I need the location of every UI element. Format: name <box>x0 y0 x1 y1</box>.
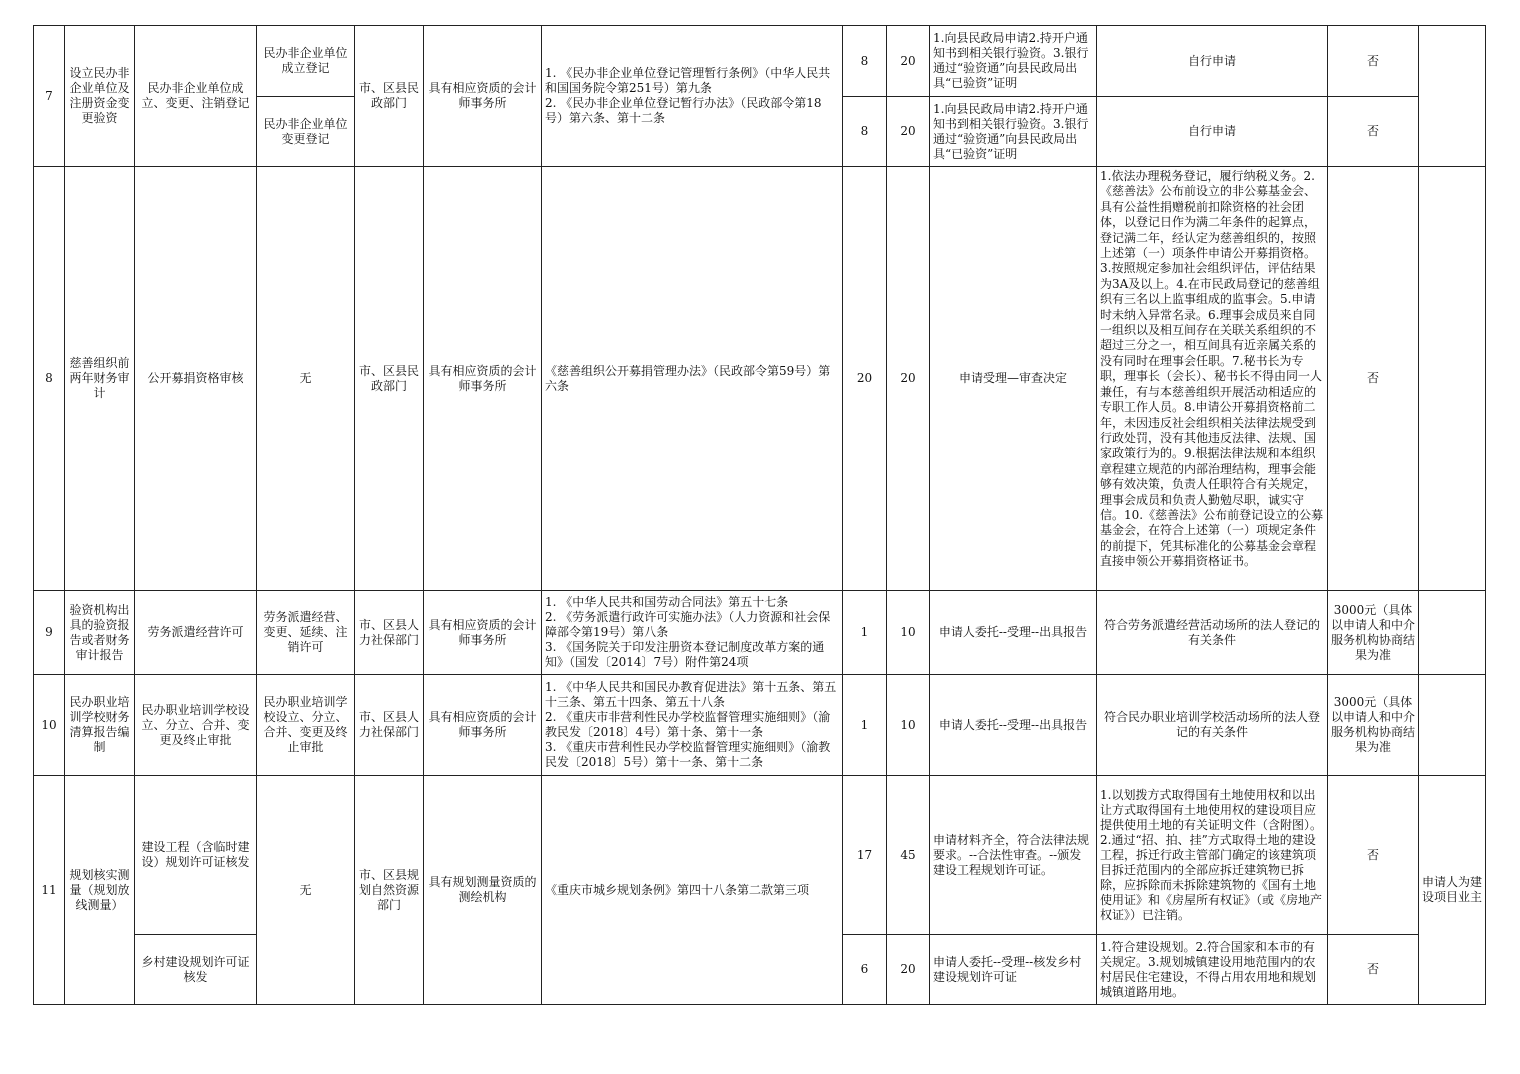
condition-text: 1.依法办理税务登记，履行纳税义务。2.《慈善法》公布前设立的非公募基金会、具有公益性捐赠税前扣除资格的社会团体，以登记日作为满二年条件的起算点，登记满二年，经认定为慈善组织的，按照上述第（一）项条件申请公开募捐资格。3.按照规定参加社会组织评估，评估结果为3A及以上。4.在市民政局登记的慈善组织有三名以上监事组成的监事会。5.申请时未纳入异常名录。6.理事会成员来自同一组织以及相互间存在关联关系组织的不超过三分之一，相互间具有近亲属关系的没有同时在理事会任职 <box>1100 169 1320 368</box>
legal-basis <box>542 675 843 776</box>
process: 申请材料齐全，符合法律法规要求。--合法性审查。--颁发建设工程规划许可证。 <box>930 776 1097 935</box>
fee: 否 <box>1328 26 1419 97</box>
time-limit-b: 45 <box>887 776 930 935</box>
note <box>1419 26 1486 167</box>
legal-basis: 《重庆市城乡规划条例》第四十八条第二款第三项 <box>542 776 843 1005</box>
condition: 自行申请 <box>1097 26 1328 97</box>
time-limit-a: 1 <box>843 591 887 675</box>
service-name: 验资机构出具的验资报告或者财务审计报告 <box>65 591 135 675</box>
time-limit-a: 20 <box>843 167 887 591</box>
time-limit-b: 20 <box>887 167 930 591</box>
approval-matter: 民办职业培训学校设立、分立、合并、变更及终止审批 <box>135 675 257 776</box>
time-limit-a: 6 <box>843 935 887 1005</box>
condition: 符合民办职业培训学校活动场所的法人登记的有关条件 <box>1097 675 1328 776</box>
time-limit-a: 8 <box>843 26 887 97</box>
time-limit-a: 8 <box>843 97 887 167</box>
note <box>1419 591 1486 675</box>
process: 1.向县民政局申请2.持开户通知书到相关银行验资。3.银行通过“验资通”向县民政局出具“已验资”证明 <box>930 26 1097 97</box>
note <box>1419 167 1486 591</box>
time-limit-a: 17 <box>843 776 887 935</box>
basis-line: 1. 《中华人民共和国民办教育促进法》第十五条、第五十三条、第五十四条、第五十八条 <box>545 680 837 709</box>
agency: 具有相应资质的会计师事务所 <box>424 167 542 591</box>
sub-matter: 无 <box>257 167 355 591</box>
basis-line: 2. 《劳务派遣行政许可实施办法》（人力资源和社会保障部令第19号）第八条 <box>545 610 831 639</box>
agency: 具有规划测量资质的测绘机构 <box>424 776 542 1005</box>
department: 市、区县民政部门 <box>355 26 424 167</box>
process: 申请人委托--受理--出具报告 <box>930 591 1097 675</box>
basis-line: 2. 《民办非企业单位登记暂行办法》（民政部令第18号）第六条、第十二条 <box>545 96 822 125</box>
row-number: 10 <box>34 675 65 776</box>
table-row <box>34 591 1486 675</box>
department: 市、区县规划自然资源部门 <box>355 776 424 1005</box>
table-row <box>34 776 1486 935</box>
fee: 否 <box>1328 776 1419 935</box>
time-limit-b: 10 <box>887 591 930 675</box>
note: 申请人为建设项目业主 <box>1419 776 1486 1005</box>
department: 市、区县民政部门 <box>355 167 424 591</box>
approval-matter: 公开募捐资格审核 <box>135 167 257 591</box>
sub-matter: 民办非企业单位成立登记 <box>257 26 355 97</box>
basis-line: 1. 《中华人民共和国劳动合同法》第五十七条 <box>545 595 789 609</box>
row-number: 11 <box>34 776 65 1005</box>
fee: 3000元（具体以申请人和中介服务机构协商结果为准 <box>1328 591 1419 675</box>
table-row <box>34 675 1486 776</box>
basis-line: 1. 《民办非企业单位登记管理暂行条例》（中华人民共和国国务院令第251号）第九条 <box>545 66 831 95</box>
service-name: 慈善组织前两年财务审计 <box>65 167 135 591</box>
sub-matter: 民办职业培训学校设立、分立、合并、变更及终止审批 <box>257 675 355 776</box>
sub-matter: 民办非企业单位变更登记 <box>257 97 355 167</box>
process: 申请人委托--受理--出具报告 <box>930 675 1097 776</box>
legal-basis: 《慈善组织公开募捐管理办法》（民政部令第59号）第六条 <box>542 167 843 591</box>
department: 市、区县人力社保部门 <box>355 675 424 776</box>
service-table <box>33 25 1486 1005</box>
agency: 具有相应资质的会计师事务所 <box>424 591 542 675</box>
approval-matter: 民办非企业单位成立、变更、注销登记 <box>135 26 257 167</box>
basis-line: 3. 《国务院关于印发注册资本登记制度改革方案的通知》（国发〔2014〕7号）附件第24项 <box>545 640 825 669</box>
approval-matter: 建设工程（含临时建设）规划许可证核发 <box>135 776 257 935</box>
legal-basis <box>542 591 843 675</box>
basis-line: 2. 《重庆市非营利性民办学校监督管理实施细则》（渝教民发〔2018〕4号）第十条、第十一条 <box>545 710 831 739</box>
fee: 否 <box>1328 97 1419 167</box>
time-limit-b: 20 <box>887 26 930 97</box>
row-number: 9 <box>34 591 65 675</box>
row-number: 8 <box>34 167 65 591</box>
note <box>1419 675 1486 776</box>
fee: 否 <box>1328 935 1419 1005</box>
sub-matter: 劳务派遣经营、变更、延续、注销许可 <box>257 591 355 675</box>
legal-basis <box>542 26 843 167</box>
condition <box>1097 167 1328 591</box>
approval-matter: 劳务派遣经营许可 <box>135 591 257 675</box>
fee: 3000元（具体以申请人和中介服务机构协商结果为准 <box>1328 675 1419 776</box>
row-number: 7 <box>34 26 65 167</box>
agency: 具有相应资质的会计师事务所 <box>424 675 542 776</box>
condition: 1.以划拨方式取得国有土地使用权和以出让方式取得国有土地使用权的建设项目应提供使用土地的有关证明文件（含附图）。2.通过“招、拍、挂”方式取得土地的建设工程，拆迁行政主管部门确定的该建筑项目拆迁范围内的全部应拆迁建筑物已拆除，应拆除而未拆除建筑物的《国有土地使用证》和《房屋所有权证》（或《房地产权证》）已注销。 <box>1097 776 1328 935</box>
department: 市、区县人力社保部门 <box>355 591 424 675</box>
table-row <box>34 167 1486 591</box>
process: 申请人委托--受理--核发乡村建设规划许可证 <box>930 935 1097 1005</box>
condition-text: 。7.秘书长为专职，理事长（会长）、秘书长不得由同一人兼任，有与本慈善组织开展活动相适应的专职工作人员。8.申请公开募捐资格前二年，未因违反社会组织相关法律法规受到行政处罚，没有其他违反法律、法规、国家政策行为的。9.根据法律法规和本组织章程建立规范的内部治理结构，理事会能够有效决策，负责人任职符合有关规定，理事会成员和负责人勤勉尽职，诚实守信。10.《慈善法》公布前登记设立的公募基金会，在符合上述第（一）项规定条件的前提下，凭其标准化的公募基金会章程直接申领公开募捐资格证书。 <box>1100 353 1324 569</box>
condition: 符合劳务派遣经营活动场所的法人登记的有关条件 <box>1097 591 1328 675</box>
approval-matter: 乡村建设规划许可证核发 <box>135 935 257 1005</box>
service-name: 规划核实测量（规划放线测量） <box>65 776 135 1005</box>
agency: 具有相应资质的会计师事务所 <box>424 26 542 167</box>
table-row <box>34 26 1486 97</box>
fee: 否 <box>1328 167 1419 591</box>
time-limit-b: 10 <box>887 675 930 776</box>
service-name: 设立民办非企业单位及注册资金变更验资 <box>65 26 135 167</box>
process: 申请受理—审查决定 <box>930 167 1097 591</box>
time-limit-a: 1 <box>843 675 887 776</box>
time-limit-b: 20 <box>887 935 930 1005</box>
basis-line: 3. 《重庆市营利性民办学校监督管理实施细则》（渝教民发〔2018〕5号）第十一条、第十二条 <box>545 740 831 769</box>
time-limit-b: 20 <box>887 97 930 167</box>
process: 1.向县民政局申请2.持开户通知书到相关银行验资。3.银行通过“验资通”向县民政局出具“已验资”证明 <box>930 97 1097 167</box>
condition: 1.符合建设规划。2.符合国家和本市的有关规定。3.规划城镇建设用地范围内的农村居民住宅建设，不得占用农用地和规划城镇道路用地。 <box>1097 935 1328 1005</box>
condition: 自行申请 <box>1097 97 1328 167</box>
sub-matter: 无 <box>257 776 355 1005</box>
service-name: 民办职业培训学校财务清算报告编制 <box>65 675 135 776</box>
